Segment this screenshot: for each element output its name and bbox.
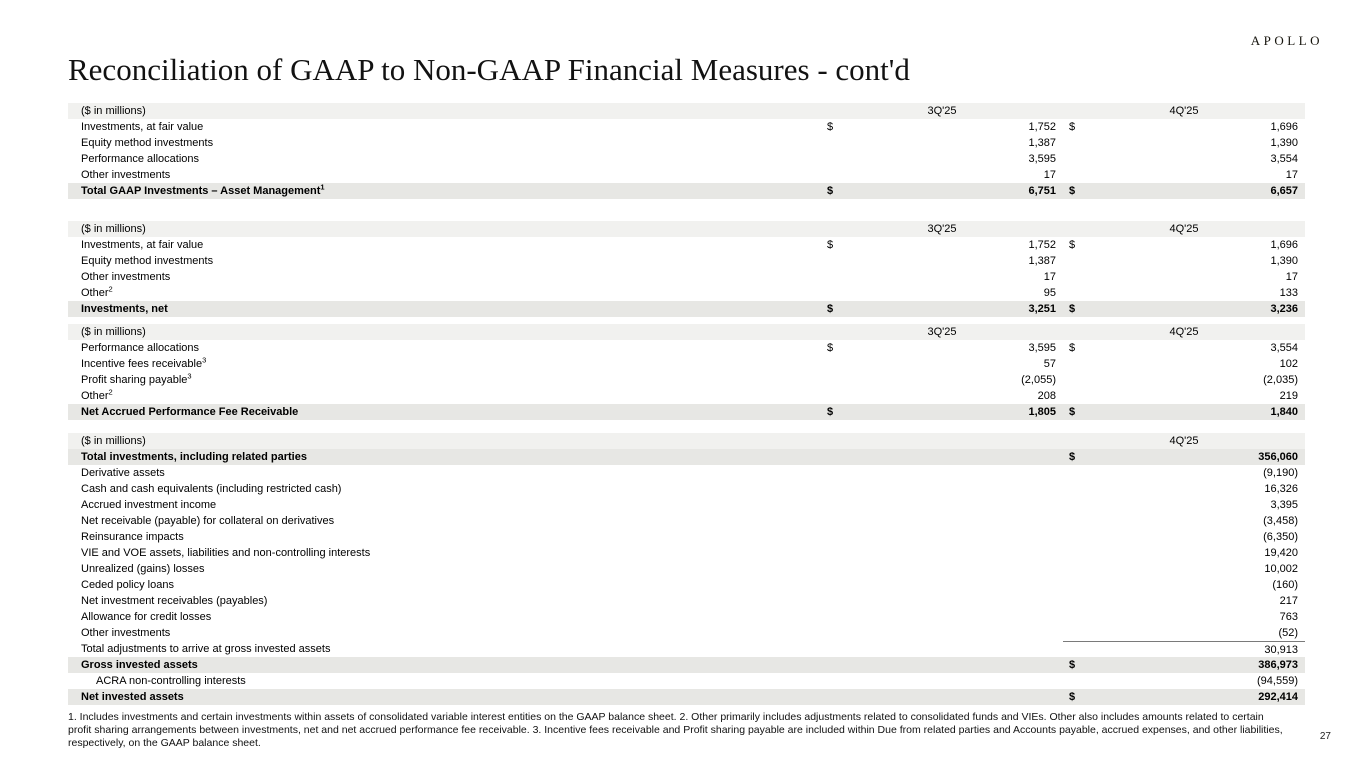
value-cell bbox=[1063, 593, 1305, 609]
financial-table bbox=[68, 324, 1305, 420]
value-cell bbox=[1063, 301, 1305, 317]
period-header-cell bbox=[1063, 433, 1305, 449]
currency-symbol: $ bbox=[827, 121, 834, 133]
value-cell bbox=[1063, 609, 1305, 625]
table-row bbox=[68, 481, 1305, 497]
value-cell bbox=[1063, 561, 1305, 577]
amount-value: 17 bbox=[1043, 271, 1056, 283]
amount-value: 57 bbox=[1043, 358, 1056, 370]
value-cell bbox=[1063, 119, 1305, 135]
table-row bbox=[68, 119, 1305, 135]
row-label-text: ACRA non-controlling interests bbox=[96, 675, 246, 687]
currency-symbol: $ bbox=[1069, 342, 1076, 354]
value-cell bbox=[1063, 529, 1305, 545]
table-row bbox=[68, 625, 1305, 641]
value-cell bbox=[821, 301, 1063, 317]
table-row bbox=[68, 577, 1305, 593]
amount-value: 6,657 bbox=[1270, 185, 1298, 197]
row-label-text: Profit sharing payable bbox=[81, 374, 188, 386]
value-cell bbox=[821, 577, 1063, 593]
row-label bbox=[68, 577, 821, 593]
row-label bbox=[68, 673, 821, 689]
table-header-row bbox=[68, 433, 1305, 449]
amount-value: 1,752 bbox=[1028, 239, 1056, 251]
currency-symbol: $ bbox=[827, 239, 834, 251]
row-label bbox=[68, 372, 821, 388]
value-cell bbox=[821, 372, 1063, 388]
table-row bbox=[68, 285, 1305, 301]
period-header-cell bbox=[1063, 324, 1305, 340]
units-label: ($ in millions) bbox=[81, 105, 146, 117]
row-label bbox=[68, 689, 821, 705]
currency-symbol: $ bbox=[1069, 303, 1076, 315]
value-cell bbox=[1063, 673, 1305, 689]
value-cell bbox=[821, 529, 1063, 545]
row-label bbox=[68, 237, 821, 253]
row-label-text: Other investments bbox=[81, 627, 171, 639]
amount-value: (52) bbox=[1278, 627, 1298, 639]
row-label-text: Gross invested assets bbox=[81, 659, 198, 671]
row-label bbox=[68, 609, 821, 625]
value-cell bbox=[821, 183, 1063, 199]
value-cell bbox=[1063, 481, 1305, 497]
row-label bbox=[68, 388, 821, 404]
currency-symbol: $ bbox=[1069, 121, 1076, 133]
row-label-text: Total investments, including related parties bbox=[81, 451, 307, 463]
period-label: 4Q'25 bbox=[1169, 105, 1199, 117]
period-header-cell bbox=[821, 103, 1063, 119]
amount-value: 1,387 bbox=[1028, 137, 1056, 149]
value-cell bbox=[821, 404, 1063, 420]
table-row bbox=[68, 545, 1305, 561]
value-cell bbox=[821, 119, 1063, 135]
row-label-text: Ceded policy loans bbox=[81, 579, 174, 591]
value-cell bbox=[1063, 625, 1305, 641]
row-label bbox=[68, 301, 821, 317]
currency-symbol: $ bbox=[1069, 406, 1076, 418]
amount-value: 217 bbox=[1279, 595, 1298, 607]
financial-table bbox=[68, 221, 1305, 317]
amount-value: 1,390 bbox=[1270, 137, 1298, 149]
amount-value: 95 bbox=[1043, 287, 1056, 299]
value-cell bbox=[1063, 167, 1305, 183]
amount-value: (2,055) bbox=[1021, 374, 1056, 386]
amount-value: (9,190) bbox=[1263, 467, 1298, 479]
value-cell bbox=[1063, 183, 1305, 199]
amount-value: 17 bbox=[1285, 271, 1298, 283]
amount-value: 1,387 bbox=[1028, 255, 1056, 267]
value-cell bbox=[821, 269, 1063, 285]
table-row bbox=[68, 497, 1305, 513]
row-label-text: Other bbox=[81, 390, 109, 402]
footnote-ref: 3 bbox=[187, 372, 192, 381]
amount-value: 3,554 bbox=[1270, 342, 1298, 354]
value-cell bbox=[1063, 689, 1305, 705]
row-label bbox=[68, 253, 821, 269]
value-cell bbox=[1063, 237, 1305, 253]
amount-value: (2,035) bbox=[1263, 374, 1298, 386]
amount-value: 133 bbox=[1279, 287, 1298, 299]
row-label-text: Unrealized (gains) losses bbox=[81, 563, 205, 575]
row-label bbox=[68, 561, 821, 577]
row-label bbox=[68, 404, 821, 420]
amount-value: 1,696 bbox=[1270, 121, 1298, 133]
footnote-ref: 3 bbox=[202, 356, 207, 365]
apollo-logo: APOLLO bbox=[1250, 33, 1323, 48]
row-label bbox=[68, 593, 821, 609]
table-row bbox=[68, 641, 1305, 657]
period-label: 3Q'25 bbox=[927, 223, 957, 235]
footnote-ref: 1 bbox=[320, 183, 325, 192]
row-label-text: Total adjustments to arrive at gross invested assets bbox=[81, 643, 331, 655]
value-cell bbox=[1063, 497, 1305, 513]
table-row bbox=[68, 356, 1305, 372]
row-label-text: Cash and cash equivalents (including restricted cash) bbox=[81, 483, 342, 495]
table-row bbox=[68, 689, 1305, 705]
period-header-cell bbox=[821, 433, 1063, 449]
value-cell bbox=[821, 513, 1063, 529]
value-cell bbox=[821, 593, 1063, 609]
table-row bbox=[68, 340, 1305, 356]
units-label: ($ in millions) bbox=[81, 223, 146, 235]
table-row bbox=[68, 253, 1305, 269]
amount-value: 1,390 bbox=[1270, 255, 1298, 267]
value-cell bbox=[821, 609, 1063, 625]
period-header-cell bbox=[821, 324, 1063, 340]
value-cell bbox=[821, 340, 1063, 356]
units-label: ($ in millions) bbox=[81, 326, 146, 338]
footnote-text: 1. Includes investments and certain investments within assets of consolidated variable interest entities on the GAAP balance sheet. 2. Other primarily includes adjustments related to consolidated funds and VIEs. Other also includes amounts related to certain profit sharing arrangements between investments, net and net accrued performance fee receivable. 3. Incentive fees receivable and Profit sharing payable are included within Due from related parties and Accounts payable, accrued expenses, and other liabilities, respectively, on the GAAP balance sheet. bbox=[68, 711, 1283, 749]
amount-value: (94,559) bbox=[1257, 675, 1298, 687]
value-cell bbox=[1063, 657, 1305, 673]
table-row bbox=[68, 449, 1305, 465]
row-label-text: Allowance for credit losses bbox=[81, 611, 212, 623]
value-cell bbox=[821, 497, 1063, 513]
amount-value: (3,458) bbox=[1263, 515, 1298, 527]
value-cell bbox=[821, 356, 1063, 372]
currency-symbol: $ bbox=[1069, 451, 1076, 463]
value-cell bbox=[1063, 404, 1305, 420]
period-label: 4Q'25 bbox=[1169, 435, 1199, 447]
value-cell bbox=[1063, 269, 1305, 285]
value-cell bbox=[821, 151, 1063, 167]
row-label bbox=[68, 151, 821, 167]
row-label-text: Investments, at fair value bbox=[81, 239, 204, 251]
row-label bbox=[68, 340, 821, 356]
row-label bbox=[68, 497, 821, 513]
value-cell bbox=[1063, 135, 1305, 151]
amount-value: 386,973 bbox=[1258, 659, 1298, 671]
currency-symbol: $ bbox=[827, 185, 834, 197]
row-label-text: Net investment receivables (payables) bbox=[81, 595, 268, 607]
value-cell bbox=[821, 465, 1063, 481]
row-label-text: Other investments bbox=[81, 271, 171, 283]
table-row bbox=[68, 404, 1305, 420]
table-row bbox=[68, 388, 1305, 404]
table-header-row bbox=[68, 324, 1305, 340]
value-cell bbox=[1063, 253, 1305, 269]
row-label bbox=[68, 481, 821, 497]
table-row bbox=[68, 372, 1305, 388]
value-cell bbox=[821, 167, 1063, 183]
row-label-text: Total GAAP Investments – Asset Management bbox=[81, 185, 321, 197]
value-cell bbox=[821, 388, 1063, 404]
value-cell bbox=[821, 285, 1063, 301]
value-cell bbox=[1063, 151, 1305, 167]
footnote-ref: 2 bbox=[108, 388, 113, 397]
table-row bbox=[68, 151, 1305, 167]
financial-table bbox=[68, 433, 1305, 705]
row-label bbox=[68, 356, 821, 372]
row-label bbox=[68, 657, 821, 673]
table-row bbox=[68, 135, 1305, 151]
tables-container bbox=[68, 103, 1305, 705]
table-row bbox=[68, 513, 1305, 529]
amount-value: 763 bbox=[1279, 611, 1298, 623]
period-header-cell bbox=[1063, 103, 1305, 119]
amount-value: 3,595 bbox=[1028, 153, 1056, 165]
currency-symbol: $ bbox=[827, 342, 834, 354]
value-cell bbox=[821, 641, 1063, 657]
amount-value: (6,350) bbox=[1263, 531, 1298, 543]
row-label-text: Net invested assets bbox=[81, 691, 184, 703]
amount-value: 208 bbox=[1037, 390, 1056, 402]
table-header-row bbox=[68, 221, 1305, 237]
value-cell bbox=[1063, 545, 1305, 561]
value-cell bbox=[1063, 641, 1305, 657]
currency-symbol: $ bbox=[1069, 239, 1076, 251]
amount-value: 1,696 bbox=[1270, 239, 1298, 251]
value-cell bbox=[821, 545, 1063, 561]
amount-value: 219 bbox=[1279, 390, 1298, 402]
value-cell bbox=[1063, 449, 1305, 465]
row-label-text: Investments, at fair value bbox=[81, 121, 204, 133]
row-label bbox=[68, 167, 821, 183]
row-label-text: Other investments bbox=[81, 169, 171, 181]
row-label-text: Performance allocations bbox=[81, 342, 200, 354]
value-cell bbox=[821, 253, 1063, 269]
table-row bbox=[68, 465, 1305, 481]
amount-value: 16,326 bbox=[1264, 483, 1298, 495]
row-label bbox=[68, 529, 821, 545]
table-row bbox=[68, 657, 1305, 673]
value-cell bbox=[1063, 388, 1305, 404]
amount-value: 10,002 bbox=[1264, 563, 1298, 575]
amount-value: 30,913 bbox=[1264, 643, 1298, 656]
footnote-ref: 2 bbox=[108, 285, 113, 294]
row-label-text: Equity method investments bbox=[81, 137, 214, 149]
table-row bbox=[68, 237, 1305, 253]
value-cell bbox=[1063, 372, 1305, 388]
row-label-text: Derivative assets bbox=[81, 467, 165, 479]
row-label-text: Performance allocations bbox=[81, 153, 200, 165]
period-header-cell bbox=[1063, 221, 1305, 237]
row-label bbox=[68, 285, 821, 301]
row-label-text: Other bbox=[81, 287, 109, 299]
value-cell bbox=[1063, 465, 1305, 481]
period-header-cell bbox=[821, 221, 1063, 237]
row-label bbox=[68, 449, 821, 465]
value-cell bbox=[821, 481, 1063, 497]
row-label-text: Net receivable (payable) for collateral on derivatives bbox=[81, 515, 335, 527]
value-cell bbox=[1063, 285, 1305, 301]
amount-value: 1,840 bbox=[1270, 406, 1298, 418]
row-label-text: Incentive fees receivable bbox=[81, 358, 203, 370]
amount-value: 102 bbox=[1279, 358, 1298, 370]
amount-value: 19,420 bbox=[1264, 547, 1298, 559]
table-row bbox=[68, 609, 1305, 625]
amount-value: 1,805 bbox=[1028, 406, 1056, 418]
value-cell bbox=[821, 561, 1063, 577]
currency-symbol: $ bbox=[1069, 185, 1076, 197]
row-label bbox=[68, 119, 821, 135]
row-label bbox=[68, 135, 821, 151]
row-label-text: Accrued investment income bbox=[81, 499, 217, 511]
value-cell bbox=[1063, 356, 1305, 372]
period-label: 3Q'25 bbox=[927, 326, 957, 338]
row-label bbox=[68, 269, 821, 285]
table-row bbox=[68, 529, 1305, 545]
table-header-row bbox=[68, 103, 1305, 119]
table-row bbox=[68, 269, 1305, 285]
amount-value: 17 bbox=[1043, 169, 1056, 181]
value-cell bbox=[821, 449, 1063, 465]
amount-value: 3,595 bbox=[1028, 342, 1056, 354]
value-cell bbox=[821, 689, 1063, 705]
value-cell bbox=[821, 657, 1063, 673]
row-label bbox=[68, 513, 821, 529]
amount-value: (160) bbox=[1272, 579, 1298, 591]
row-label bbox=[68, 641, 821, 657]
amount-value: 1,752 bbox=[1028, 121, 1056, 133]
currency-symbol: $ bbox=[827, 406, 834, 418]
row-label-text: VIE and VOE assets, liabilities and non-controlling interests bbox=[81, 547, 371, 559]
amount-value: 6,751 bbox=[1028, 185, 1056, 197]
row-label-text: Reinsurance impacts bbox=[81, 531, 184, 543]
value-cell bbox=[1063, 577, 1305, 593]
currency-symbol: $ bbox=[1069, 659, 1076, 671]
table-row bbox=[68, 561, 1305, 577]
value-cell bbox=[821, 673, 1063, 689]
period-label: 4Q'25 bbox=[1169, 326, 1199, 338]
amount-value: 17 bbox=[1285, 169, 1298, 181]
page-number: 27 bbox=[1319, 731, 1331, 742]
value-cell bbox=[821, 135, 1063, 151]
amount-value: 3,395 bbox=[1270, 499, 1298, 511]
row-label-text: Equity method investments bbox=[81, 255, 214, 267]
row-label bbox=[68, 183, 821, 199]
amount-value: 3,251 bbox=[1028, 303, 1056, 315]
row-label-text: Net Accrued Performance Fee Receivable bbox=[81, 406, 299, 418]
value-cell bbox=[821, 625, 1063, 641]
period-label: 3Q'25 bbox=[927, 105, 957, 117]
table-row bbox=[68, 593, 1305, 609]
period-label: 4Q'25 bbox=[1169, 223, 1199, 235]
value-cell bbox=[1063, 340, 1305, 356]
table-row bbox=[68, 183, 1305, 199]
table-row bbox=[68, 673, 1305, 689]
table-row bbox=[68, 301, 1305, 317]
value-cell bbox=[821, 237, 1063, 253]
units-label: ($ in millions) bbox=[81, 435, 146, 447]
row-label-text: Investments, net bbox=[81, 303, 168, 315]
page-title: Reconciliation of GAAP to Non-GAAP Financial Measures - cont'd bbox=[68, 52, 910, 87]
table-row bbox=[68, 167, 1305, 183]
financial-table bbox=[68, 103, 1305, 199]
currency-symbol: $ bbox=[1069, 691, 1076, 703]
row-label bbox=[68, 465, 821, 481]
amount-value: 3,236 bbox=[1270, 303, 1298, 315]
value-cell bbox=[1063, 513, 1305, 529]
amount-value: 356,060 bbox=[1258, 451, 1298, 463]
amount-value: 3,554 bbox=[1270, 153, 1298, 165]
row-label bbox=[68, 625, 821, 641]
row-label bbox=[68, 545, 821, 561]
amount-value: 292,414 bbox=[1258, 691, 1298, 703]
currency-symbol: $ bbox=[827, 303, 834, 315]
